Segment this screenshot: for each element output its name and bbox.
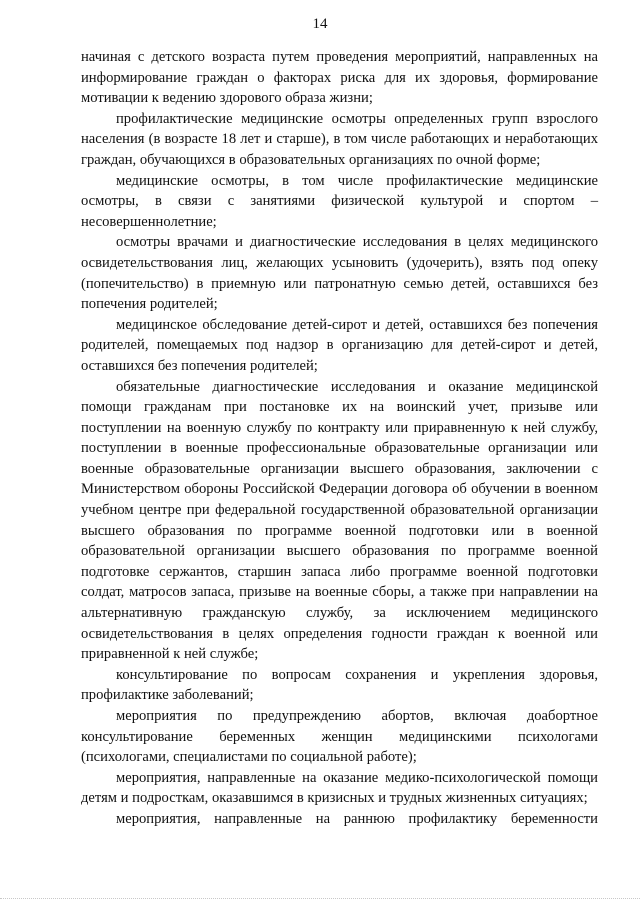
paragraph-abortion-prevention: мероприятия по предупреждению абортов, включая доабортное консультирование беременных женщин медицинскими психологами (психологами, специалистами по социальной работе); [81, 708, 598, 766]
paragraph-pregnancy-prevention: мероприятия, направленные на раннюю профилактику беременности [116, 810, 598, 827]
paragraph-medical-exams-sport: медицинские осмотры, в том числе профилактические медицинские осмотры, в связи с занятиями физической культурой и спортом – несовершеннолетние; [81, 172, 598, 230]
document-body [81, 47, 598, 830]
page-number: 14 [312, 16, 328, 32]
paragraph-orphans-exam: медицинское обследование детей-сирот и детей, оставшихся без попечения родителей, помещаемых под надзор в организацию для детей-сирот и детей, оставшихся без попечения родителей; [81, 316, 598, 374]
scan-edge-divider [0, 897, 640, 899]
paragraph-psychological-help: мероприятия, направленные на оказание медико-психологической помощи детям и подросткам, оказавшимся в кризисных и трудных жизненных ситуациях; [81, 769, 598, 807]
paragraph-continuation: начиная с детского возраста путем проведения мероприятий, направленных на информирование граждан о факторах риска для их здоровья, формирование мотивации к ведению здорового образа жизни; [81, 49, 598, 107]
paragraph-preventive-exams: профилактические медицинские осмотры определенных групп взрослого населения (в возрасте 18 лет и старше), в том числе работающих и неработающих граждан, обучающихся в образовательных организациях по очной форме; [81, 110, 598, 168]
paragraph-military-registration: обязательные диагностические исследования и оказание медицинской помощи гражданам при постановке их на воинский учет, призыве или поступлении на военную службу по контракту или приравненную к ней службу, поступлении в военные профессиональные образовательные организации или военные образовательные организации высшего образования, заключении с Министерством обороны Российской Федерации договора об обучении в военном учебном центре при федеральной государственной образовательной организации высшего образования по программе военной подготовки или в военной образовательной организации высшего образования по программе военной подготовке сержантов, старшин запаса либо программе военной подготовки солдат, матросов запаса, призыве на военные сборы, а также при направлении на альтернативную гражданскую службу, за исключением медицинского освидетельствования в целях определения годности граждан к военной или приравненной к ней службе; [81, 378, 598, 663]
paragraph-adoption-exams: осмотры врачами и диагностические исследования в целях медицинского освидетельствования лиц, желающих усыновить (удочерить), взять под опеку (попечительство) в приемную или патронатную семью детей, оставшихся без попечения родителей; [81, 234, 598, 313]
paragraph-health-consulting: консультирование по вопросам сохранения и укрепления здоровья, профилактике заболеваний; [81, 666, 598, 704]
